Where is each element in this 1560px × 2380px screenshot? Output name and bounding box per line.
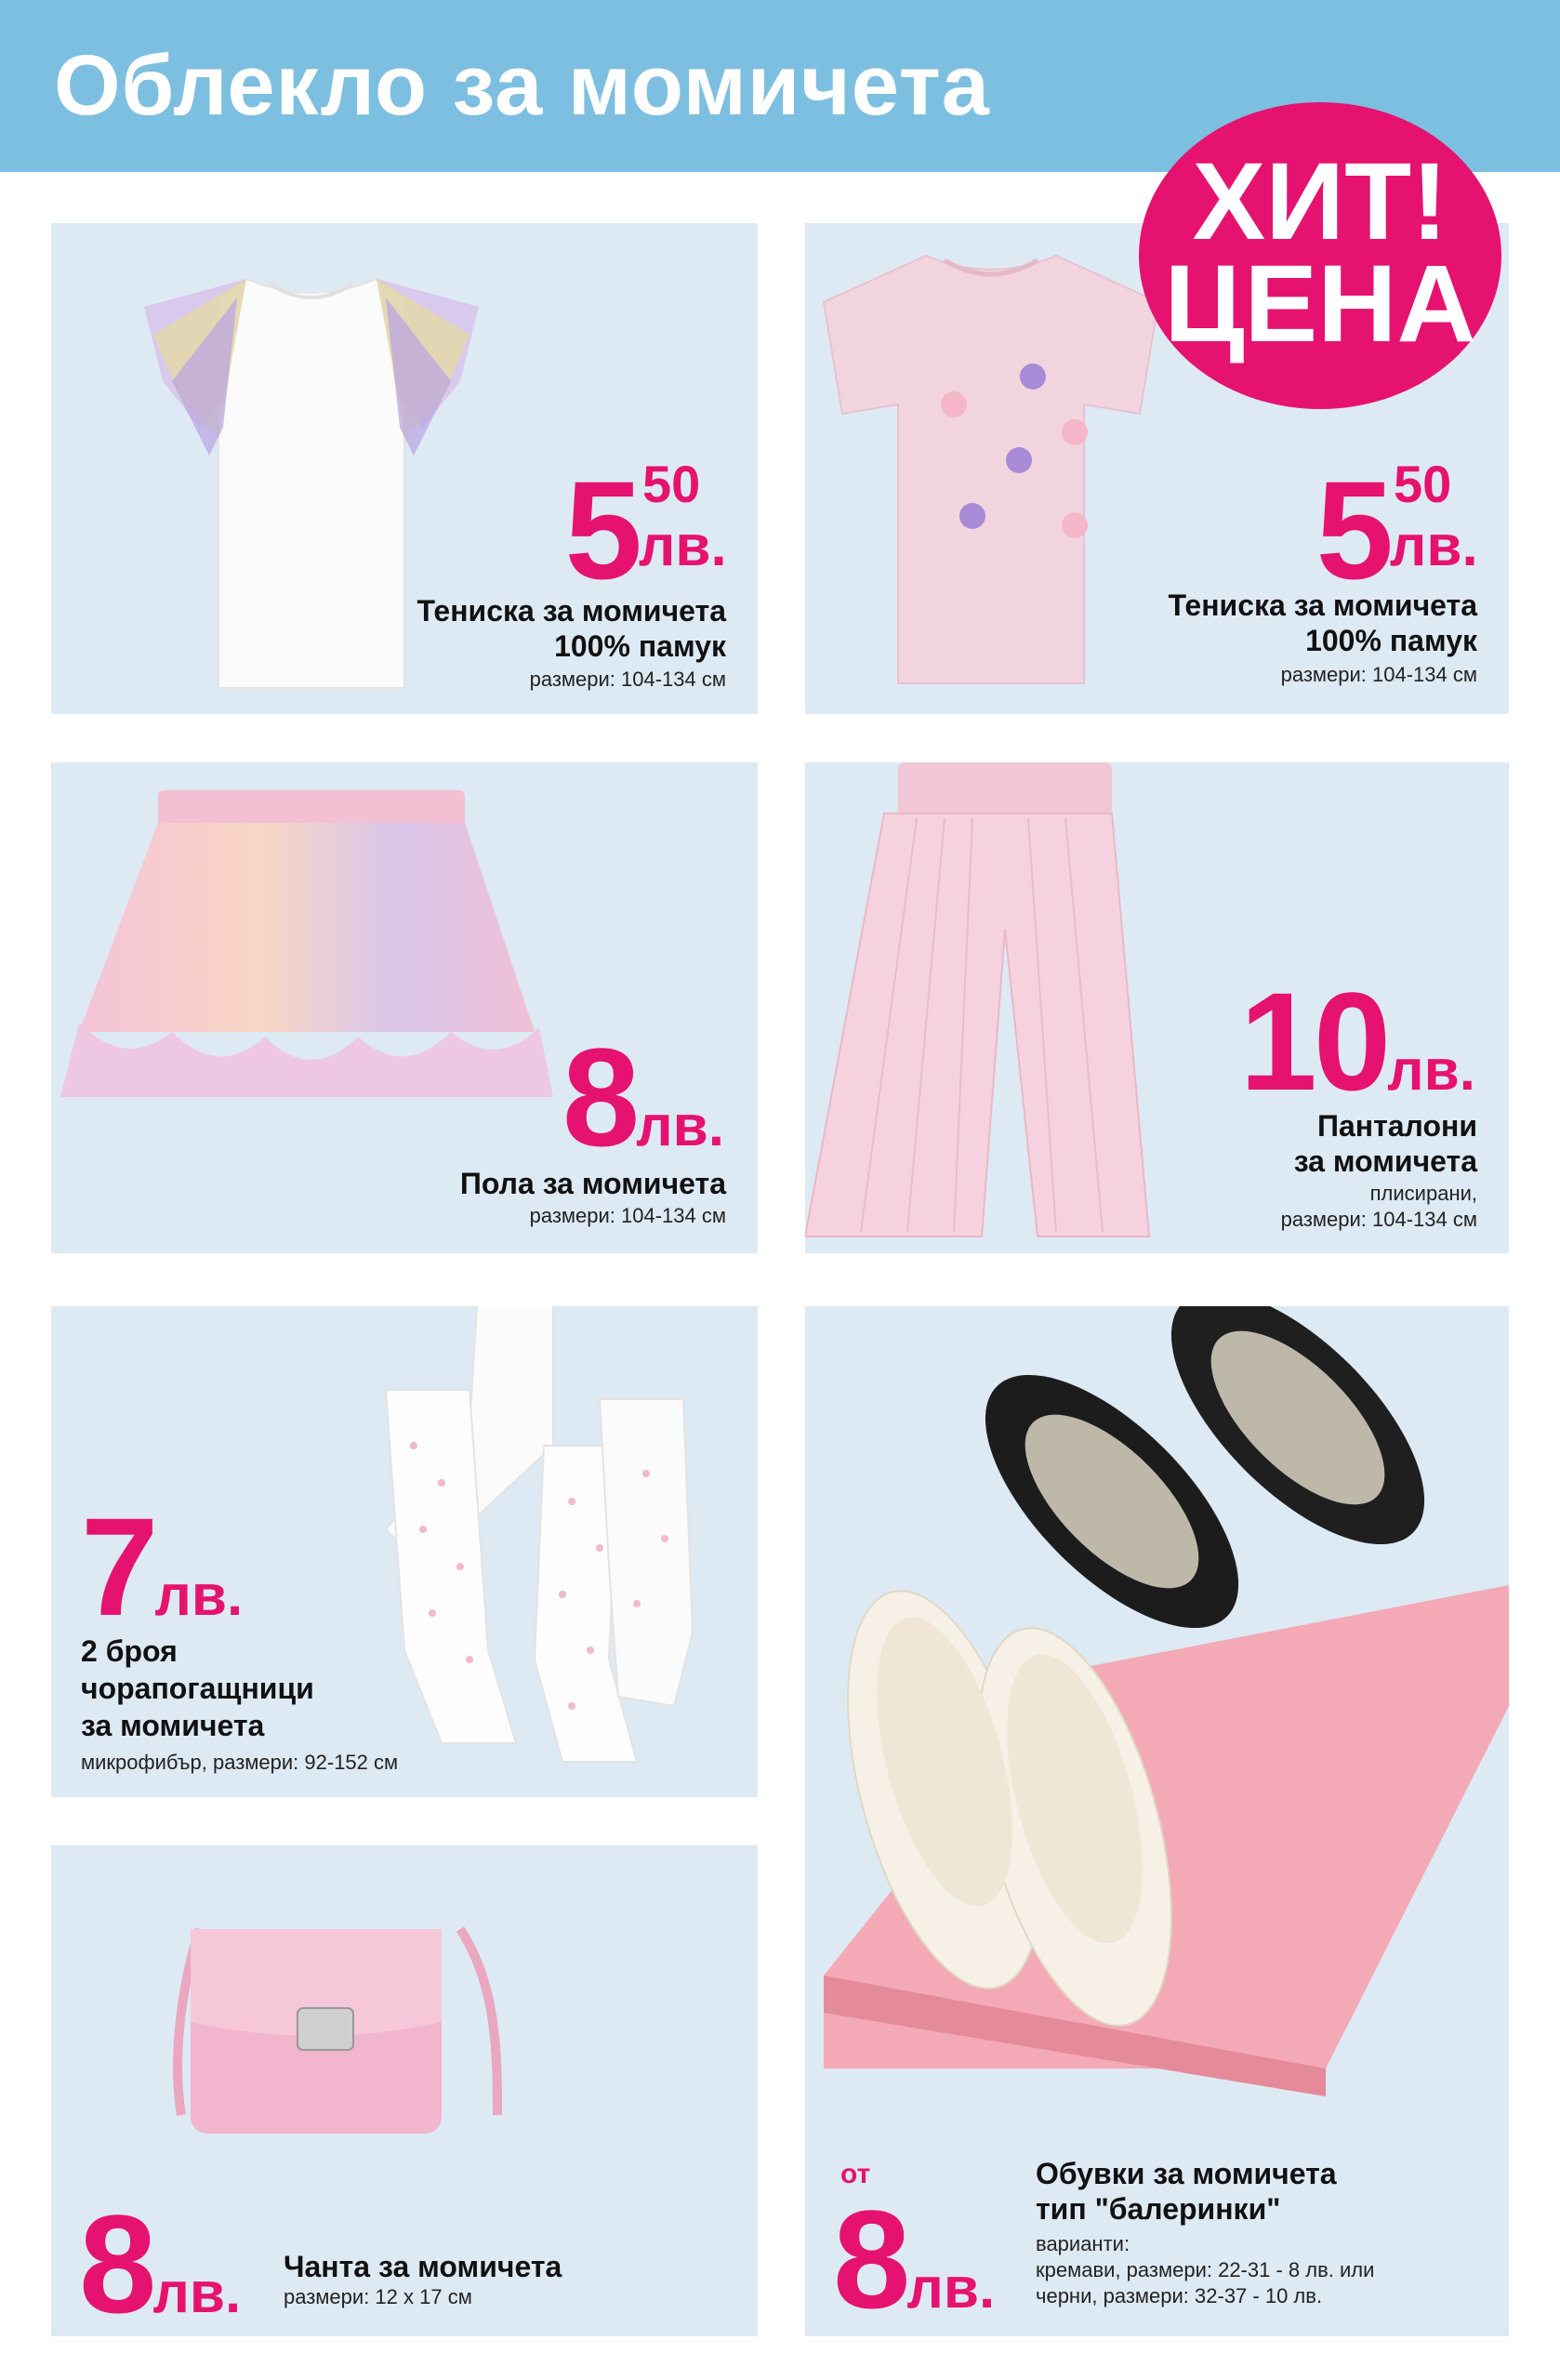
title-tshirt-pink-line2: 100% памук — [1305, 624, 1477, 657]
bag-image — [144, 1873, 535, 2180]
price-shoes: 8лв. — [833, 2181, 996, 2336]
hit-price-badge — [1139, 102, 1501, 409]
sizes-tights: микрофибър, размери: 92-152 см — [81, 1751, 399, 1774]
product-card-pants[interactable] — [805, 762, 1509, 1253]
title-pants-line1: Панталони — [1316, 1109, 1477, 1143]
product-card-tshirt-white[interactable] — [51, 223, 758, 714]
title-shoes-line2: тип "балеринки" — [1036, 2192, 1281, 2226]
price-skirt: 8лв. — [562, 1019, 724, 1175]
title-tights-line1: 2 броя — [81, 1634, 178, 1668]
tights-image — [330, 1306, 739, 1780]
price-pants: 10лв. — [1239, 963, 1475, 1119]
product-card-shoes[interactable] — [805, 1306, 1509, 2336]
prefix-shoes: от — [840, 2159, 871, 2189]
shoes-image — [805, 1306, 1509, 2096]
badge-line1: ХИТ! — [1192, 140, 1448, 263]
pants-image — [805, 762, 1158, 1253]
note-pants: плисирани, — [1369, 1182, 1477, 1205]
tshirt-pink-image — [805, 237, 1186, 702]
price-tshirt-white: 5 50 лв. — [564, 452, 727, 608]
note-shoes-line1: варианти: — [1036, 2232, 1130, 2255]
title-pants-line2: за момичета — [1293, 1144, 1477, 1178]
title-tshirt-pink-line1: Тениска за момичета — [1168, 588, 1477, 622]
sizes-skirt: размери: 104-134 см — [529, 1204, 726, 1227]
sizes-bag: размери: 12 х 17 см — [284, 2285, 472, 2308]
page-title: Облекло за момичета — [54, 38, 990, 133]
note-shoes-line2: кремави, размери: 22-31 - 8 лв. или — [1036, 2258, 1375, 2281]
title-skirt: Пола за момичета — [459, 1167, 726, 1200]
product-card-skirt[interactable] — [51, 762, 758, 1253]
title-tshirt-white-line2: 100% памук — [554, 629, 726, 663]
title-tights-line2: чорапогащници — [81, 1672, 314, 1705]
skirt-image — [51, 772, 572, 1144]
product-card-tights[interactable] — [51, 1306, 758, 1797]
title-bag: Чанта за момичета — [284, 2250, 562, 2283]
note-shoes-line3: черни, размери: 32-37 - 10 лв. — [1036, 2284, 1323, 2307]
sizes-tshirt-pink: размери: 104-134 см — [1280, 663, 1477, 686]
price-bag: 8лв. — [79, 2186, 242, 2336]
tshirt-white-image — [107, 242, 516, 707]
title-tshirt-white-line1: Тениска за момичета — [416, 594, 726, 628]
sizes-tshirt-white: размери: 104-134 см — [529, 668, 726, 691]
title-shoes-line1: Обувки за момичета — [1036, 2157, 1337, 2190]
price-tshirt-pink: 5 50 лв. — [1315, 452, 1478, 608]
price-tights: 7лв. — [81, 1488, 244, 1645]
product-card-bag[interactable] — [51, 1845, 758, 2336]
title-tights-line3: за момичета — [81, 1709, 265, 1742]
badge-line2: ЦЕНА — [1164, 243, 1476, 365]
sizes-pants: размери: 104-134 см — [1280, 1208, 1477, 1231]
